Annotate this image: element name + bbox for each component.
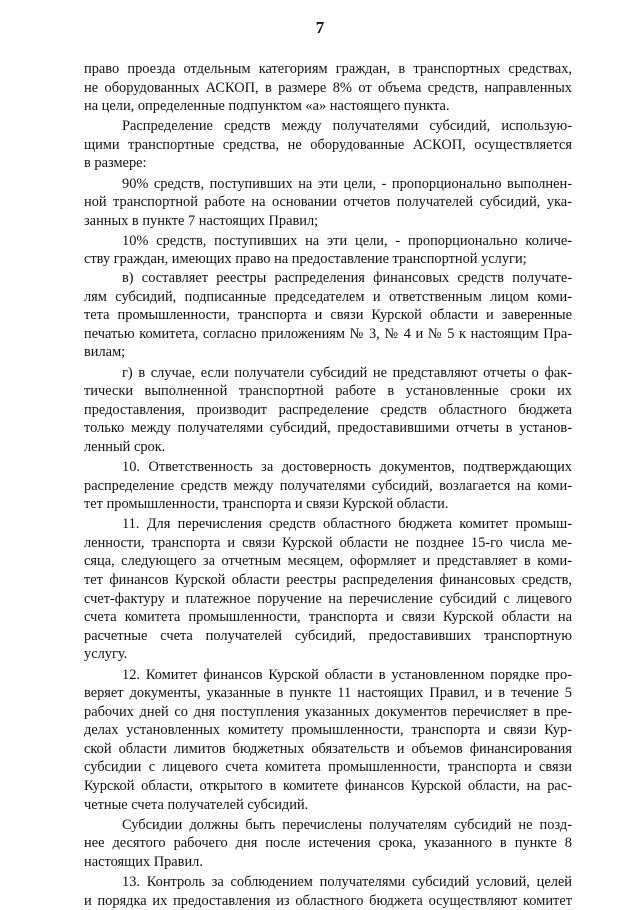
text-line: в) составляет реестры распределения финансовых средств получате- bbox=[122, 270, 572, 287]
text-line: Курской области, открытого в комитете финансов Курской области, на рас- bbox=[84, 778, 572, 795]
text-line: Субсидии должны быть перечислены получателям субсидий не позд- bbox=[122, 816, 572, 833]
text-line: 11. Для перечисления средств областного бюджета комитет промыш- bbox=[122, 516, 572, 533]
text-line: тета промышленности, транспорта и связи Курской области и заверенные bbox=[84, 307, 572, 324]
text-line: четные счета получателей субсидий. bbox=[84, 796, 309, 813]
text-line: не оборудованных АСКОП, в размере 8% от объема средств, направленных bbox=[84, 79, 572, 96]
text-line: 10. Ответственность за достоверность документов, подтверждающих bbox=[122, 458, 572, 475]
text-line: веряет документы, указанные в пункте 11 настоящих Правил, и в течение 5 bbox=[84, 685, 572, 702]
text-line: 12. Комитет финансов Курской области в установленном порядке про- bbox=[122, 666, 572, 683]
document-body bbox=[84, 60, 572, 910]
text-line: предоставления, производит распределение средств областного бюджета bbox=[84, 401, 572, 418]
text-line: тет промышленности, транспорта и связи Курской области. bbox=[84, 496, 449, 513]
text-line: счет-фактуру и платежное поручение на перечисление субсидий с лицевого bbox=[84, 590, 572, 607]
text-line: и порядка их предоставления из областного бюджета осуществляют комитет bbox=[84, 892, 572, 909]
text-line: щими транспортные средства, не оборудованные АСКОП, осуществляется bbox=[84, 136, 572, 153]
text-line: занных в пункте 7 настоящих Правил; bbox=[84, 212, 319, 229]
text-line: ской области лимитов бюджетных обязательств и объемов финансирования bbox=[84, 740, 572, 757]
text-line: в размере: bbox=[84, 155, 147, 172]
text-line: субсидии с лицевого счета комитета промышленности, транспорта и связи bbox=[84, 759, 572, 776]
text-line: расчетные счета получателей субсидий, предоставивших транспортную bbox=[84, 627, 572, 644]
text-line: делах установленных комитету промышленности, транспорта и связи Кур- bbox=[84, 722, 572, 739]
text-line: вилам; bbox=[84, 344, 126, 361]
text-line: г) в случае, если получатели субсидий не представляют отчеты о фак- bbox=[122, 364, 572, 381]
page-number: 7 bbox=[315, 18, 325, 37]
text-line: право проезда отдельным категориям граждан, в транспортных средствах, bbox=[84, 61, 572, 77]
text-line: распределение средств между получателями субсидий, возлагается на коми- bbox=[84, 477, 572, 494]
text-line: Распределение средств между получателями субсидий, использую- bbox=[122, 118, 572, 135]
text-line: услугу. bbox=[84, 646, 128, 663]
text-line: 13. Контроль за соблюдением получателями субсидий условий, целей bbox=[122, 874, 572, 891]
text-line: нее десятого рабочего дня после истечения срока, указанного в пункте 8 bbox=[84, 835, 572, 852]
text-line: тет финансов Курской области реестры распределения финансовых средств, bbox=[84, 572, 572, 589]
text-line: ленности, транспорта и связи Курской области не позднее 15-го числа ме- bbox=[84, 534, 572, 551]
text-line: ленный срок. bbox=[84, 438, 166, 455]
text-line: лям субсидий, подписанные председателем и ответственным лицом коми- bbox=[84, 288, 572, 305]
text-line: ству граждан, имеющих право на предоставление транспортной услуги; bbox=[84, 251, 527, 268]
text-line: счета комитета промышленности, транспорта и связи Курской области на bbox=[84, 609, 572, 626]
text-line: рабочих дней со дня поступления указанных документов перечисляет в пре- bbox=[84, 703, 572, 720]
text-line: на цели, определенные подпунктом «а» настоящего пункта. bbox=[84, 98, 450, 115]
text-line: печатью комитета, согласно приложениям № 3, № 4 и № 5 к настоящим Пра- bbox=[84, 325, 572, 342]
text-line: 90% средств, поступивших на эти цели, - пропорционально выполнен- bbox=[122, 175, 572, 192]
text-line: только между получателями субсидий, предоставившими отчеты в установ- bbox=[84, 420, 572, 437]
text-line: ной транспортной работе на основании отчетов получателей субсидий, ука- bbox=[84, 194, 572, 211]
text-line: сяца, следующего за отчетным месяцем, оформляет и представляет в коми- bbox=[84, 553, 572, 570]
text-line: настоящих Правил. bbox=[84, 853, 203, 870]
text-line: 10% средств, поступивших на эти цели, - пропорционально количе- bbox=[122, 232, 572, 249]
text-line: тически выполненной транспортной работе в установленные сроки их bbox=[84, 383, 572, 400]
